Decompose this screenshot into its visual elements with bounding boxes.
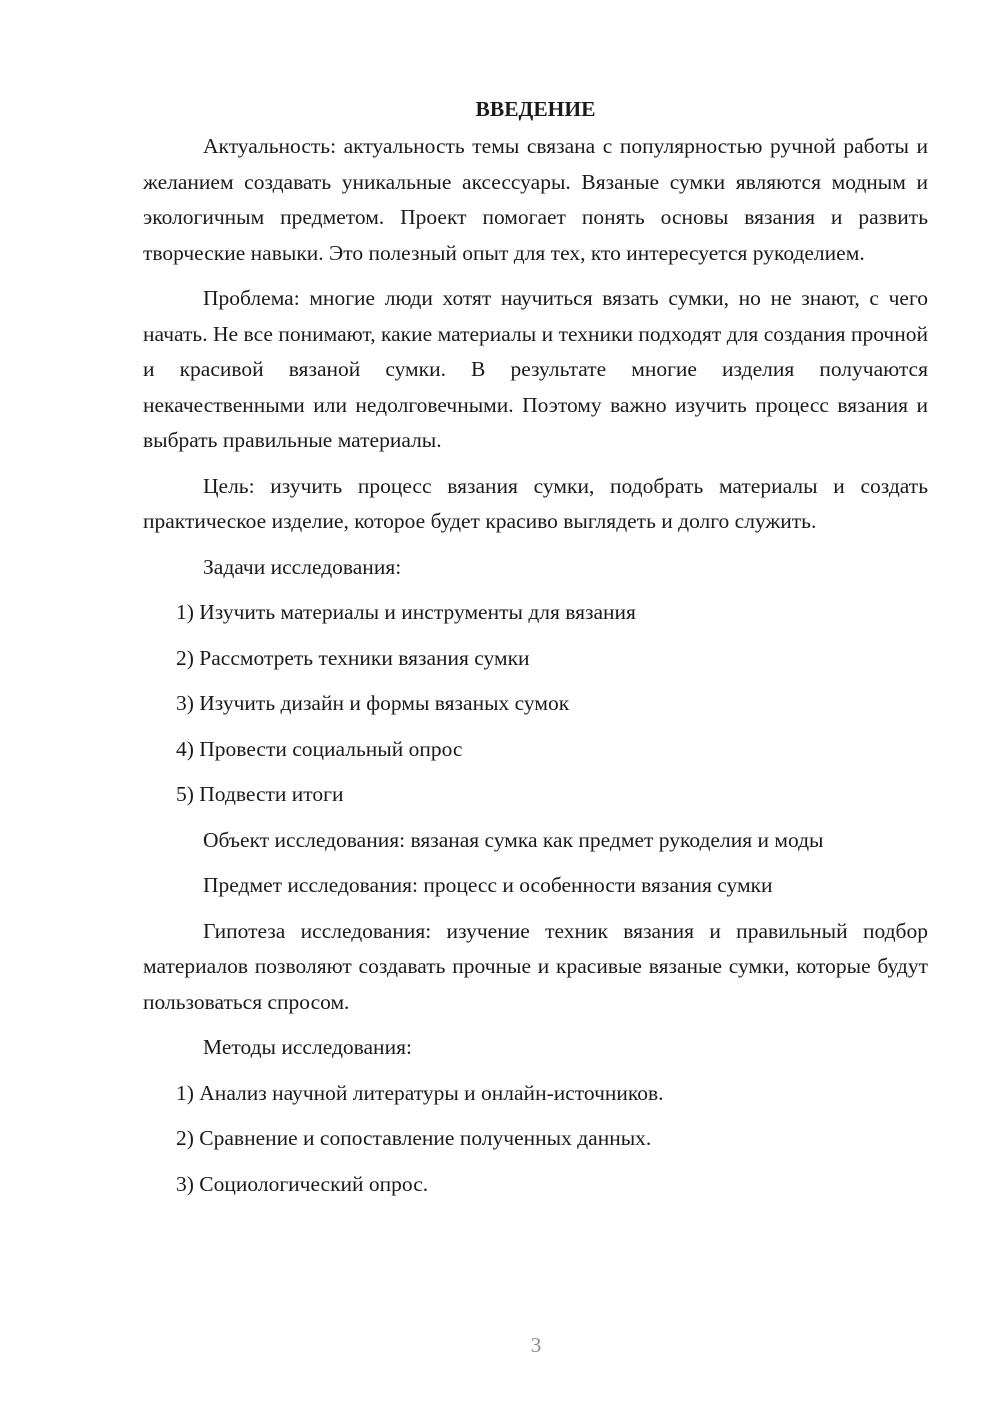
object-line: Объект исследования: вязаная сумка как предмет рукоделия и моды (203, 827, 824, 852)
list-item: 4) Провести социальный опрос (176, 736, 463, 761)
tasks-list (143, 595, 928, 813)
methods-list (143, 1076, 928, 1203)
problem-paragraph: Проблема: многие люди хотят научиться вязать сумки, но не знают, с чего начать. Не все понимают, какие материалы и техники подходят для создания прочной и красивой вязаной сумки. В результате многие изделия получаются некачественными или недолговечными. Поэтому важно изучить процесс вязания и выбрать правильные материалы. (143, 286, 928, 452)
page-number: 3 (530, 1333, 542, 1357)
methods-heading: Методы исследования: (203, 1035, 412, 1059)
hypothesis-paragraph: Гипотеза исследования: изучение техник вязания и правильный подбор материалов позволяют создавать прочные и красивые вязаные сумки, которые будут пользоваться спросом. (143, 918, 928, 1014)
tasks-heading: Задачи исследования: (203, 554, 402, 579)
list-item: 2) Рассмотреть техники вязания сумки (176, 645, 530, 670)
relevance-paragraph: Актуальность: актуальность темы связана с популярностью ручной работы и желанием создавать уникальные аксессуары. Вязаные сумки являются модным и экологичным предметом. Проект помогает понять основы вязания и развить творческие навыки. Это полезный опыт для тех, кто интересуется рукоделием. (143, 134, 928, 265)
list-item: 5) Подвести итоги (176, 782, 344, 806)
subject-line: Предмет исследования: процесс и особенности вязания сумки (203, 873, 773, 897)
list-item: 1) Анализ научной литературы и онлайн-источников. (176, 1080, 664, 1105)
page-title: ВВЕДЕНИЕ (475, 97, 596, 121)
document-page (143, 92, 928, 1212)
list-item: 3) Изучить дизайн и формы вязаных сумок (176, 691, 570, 715)
goal-paragraph: Цель: изучить процесс вязания сумки, подобрать материалы и создать практическое изделие, которое будет красиво выглядеть и долго служить. (143, 473, 928, 533)
list-item: 3) Социологический опрос. (176, 1171, 429, 1196)
list-item: 1) Изучить материалы и инструменты для вязания (176, 600, 636, 624)
list-item: 2) Сравнение и сопоставление полученных данных. (176, 1126, 652, 1150)
